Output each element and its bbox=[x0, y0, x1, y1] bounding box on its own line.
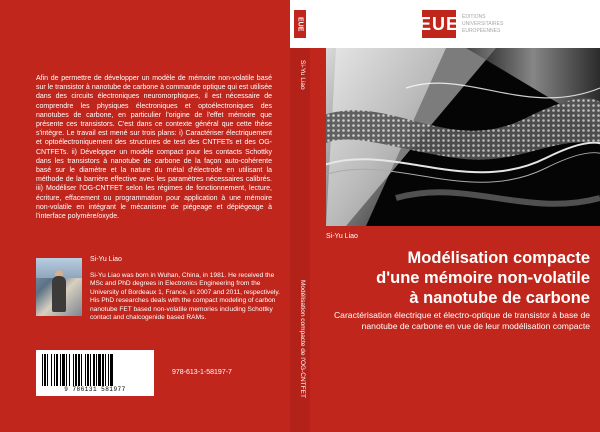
title-line-1: Modélisation compacte bbox=[407, 249, 590, 267]
title-line-3: à nanotube de carbone bbox=[409, 289, 590, 307]
back-author-name: Si-Yu Liao bbox=[90, 256, 122, 263]
author-bio: Si-Yu Liao was born in Wuhan, China, in 1981. He received the MSc and PhD degrees in Electronics Engineering from the University of Bordeaux 1, France, in 2007 and 2011, respectively. His PhD researches deals with the compact modeling of carbon nanotube FET based non-volatile memories including Schottky contact and chalcogenide based RAMs. bbox=[90, 272, 280, 322]
isbn: 978-613-1-58197-7 bbox=[172, 369, 232, 376]
publisher-line-1: ÉDITIONS bbox=[462, 13, 486, 20]
spine-title: Modélisation compacte de l'OG-CNTFET bbox=[299, 280, 306, 398]
front-subtitle: Caractérisation électrique et électro-optique de transistor à base de nanotube de carbone en vue de leur modélisation compacte bbox=[333, 310, 590, 331]
publisher-logo bbox=[419, 10, 504, 38]
nanotube-artwork bbox=[326, 48, 600, 226]
back-abstract: Afin de permettre de développer un modèle de mémoire non-volatile basé sur le transistor à nanotube de carbone à commande optique qui est utilisée dans des circuits électroniques neuromorphiques, il est nécessaire de comprendre les physiques électroniques et optoélectroniques des nanotubes de carbone, en particulier l'origine de l'effet mémoire que présente ces transistors. C'est dans ce contexte général que cette thèse s'intègre. Le travail est mené sur trois plans: i) Caractériser électriquement et optoélectroniquement des structures de test des CNTFETs et des OG-CNTFETs. ii) Développer un modèle compact pour les contacts Schottky dans les transistors à nanotube de carbone de la façon auto-cohérente basé sur le diamètre et la nature du métal d'électrode en utilisant la méthode de la barrière effective avec les paramètres nécessaires calibrés. iii) Modéliser l'OG-CNTFET selon les régimes de fonctionnement, lecture, écriture, effacement ou programmation pour application à une mémoire non-volatile en intégrant le mécanisme de piégeage et dépiégeage à l'interface polymère/oxyde. bbox=[36, 75, 272, 221]
publisher-logo-mark: EUE bbox=[422, 10, 456, 38]
barcode-bars bbox=[42, 354, 148, 386]
spine-text bbox=[290, 48, 310, 432]
title-line-2: d'une mémoire non-volatile bbox=[376, 269, 590, 287]
cover-artwork bbox=[326, 48, 600, 226]
spine-logo-mark: EUE bbox=[294, 10, 306, 38]
front-author: Si-Yu Liao bbox=[326, 233, 358, 240]
author-photo bbox=[36, 258, 82, 316]
front-title bbox=[320, 248, 590, 308]
publisher-line-3: EUROPÉENNES bbox=[462, 27, 501, 34]
barcode bbox=[36, 350, 154, 396]
publisher-line-2: UNIVERSITAIRES bbox=[462, 20, 504, 27]
spine-logo bbox=[290, 0, 310, 48]
publisher-logo-text bbox=[462, 14, 503, 35]
barcode-number: 9 786131 581977 bbox=[64, 386, 126, 393]
spine-author: Si-Yu Liao bbox=[299, 60, 306, 90]
